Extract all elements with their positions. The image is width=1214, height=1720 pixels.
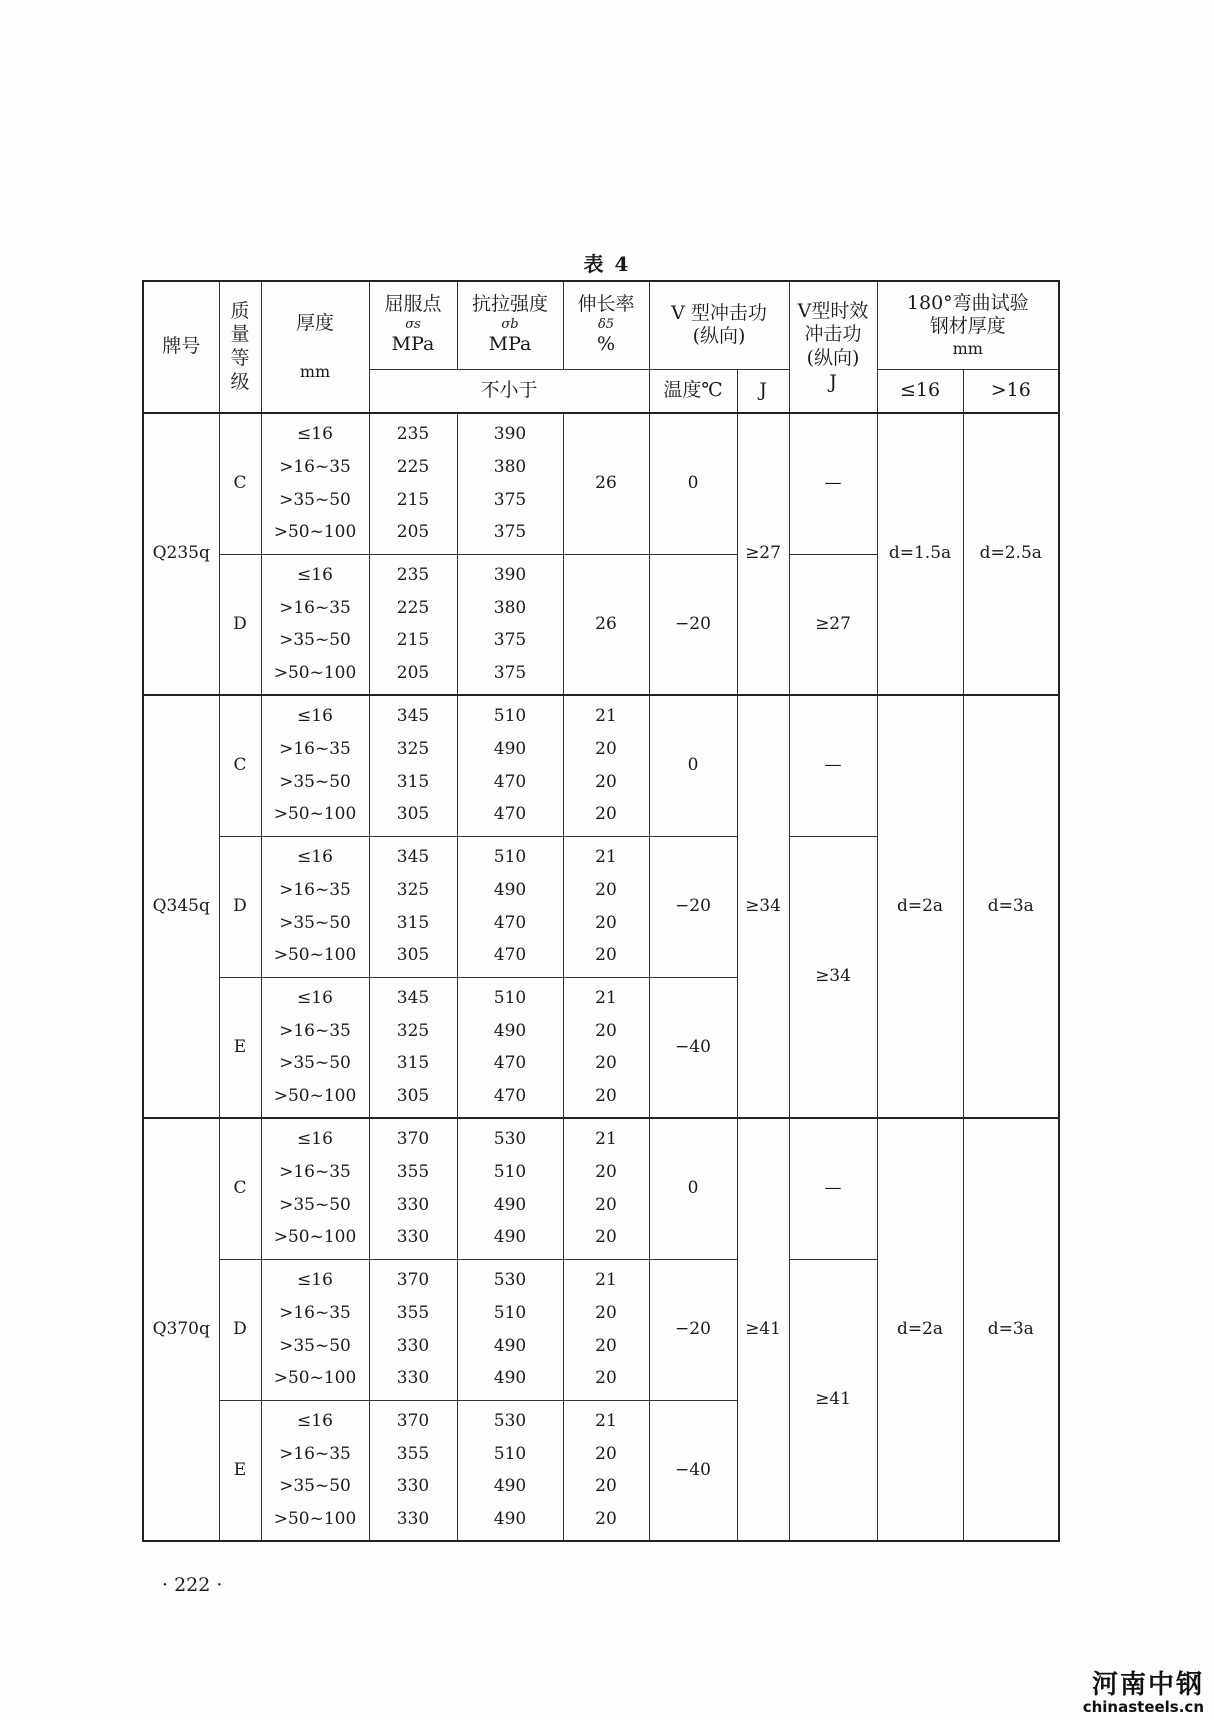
aging-cell: —	[789, 1118, 877, 1259]
header-temp: 温度℃	[649, 369, 737, 413]
tensile-cell: 530 510 490 490	[457, 1118, 563, 1259]
yield-cell: 370 355 330 330	[369, 1118, 457, 1259]
watermark-line2: chinasteels.cn	[1082, 1698, 1204, 1716]
elongation-cell: 21 20 20 20	[563, 1400, 649, 1541]
yield-cell: 370 355 330 330	[369, 1400, 457, 1541]
elongation-cell: 21 20 20 20	[563, 836, 649, 977]
bend-le16-cell: d=2a	[877, 695, 963, 1118]
tensile-cell: 530 510 490 490	[457, 1259, 563, 1400]
thickness-cell: ≤16 >16~35 >35~50 >50~100	[261, 1400, 369, 1541]
header-grade: 牌号	[143, 281, 219, 413]
thickness-cell: ≤16 >16~35 >35~50 >50~100	[261, 836, 369, 977]
header-bend-test: 180°弯曲试验 钢材厚度 mm	[877, 281, 1059, 369]
aging-cell: ≥27	[789, 554, 877, 695]
grade-cell: Q235q	[143, 413, 219, 695]
yield-cell: 235 225 215 205	[369, 554, 457, 695]
watermark-logo	[1083, 1672, 1204, 1716]
quality-cell: D	[219, 554, 261, 695]
temp-cell: −20	[649, 1259, 737, 1400]
yield-cell: 345 325 315 305	[369, 695, 457, 836]
temp-cell: 0	[649, 695, 737, 836]
quality-cell: C	[219, 413, 261, 554]
header-elongation: 伸长率 δ5 %	[563, 281, 649, 369]
thickness-cell: ≤16 >16~35 >35~50 >50~100	[261, 554, 369, 695]
header-tensile: 抗拉强度 σb MPa	[457, 281, 563, 369]
thickness-cell: ≤16 >16~35 >35~50 >50~100	[261, 1259, 369, 1400]
thickness-cell: ≤16 >16~35 >35~50 >50~100	[261, 977, 369, 1118]
bend-le16-cell: d=2a	[877, 1118, 963, 1541]
elongation-cell: 26	[563, 413, 649, 554]
temp-cell: 0	[649, 413, 737, 554]
bend-gt16-cell: d=3a	[963, 695, 1059, 1118]
elongation-cell: 21 20 20 20	[563, 977, 649, 1118]
bend-le16-cell: d=1.5a	[877, 413, 963, 695]
header-bend-gt16: >16	[963, 369, 1059, 413]
elongation-cell: 21 20 20 20	[563, 695, 649, 836]
aging-cell: ≥34	[789, 836, 877, 1118]
quality-cell: C	[219, 1118, 261, 1259]
page-number: · 222 ·	[162, 1574, 223, 1596]
header-yield: 屈服点 σs MPa	[369, 281, 457, 369]
quality-cell: D	[219, 1259, 261, 1400]
grade-cell: Q345q	[143, 695, 219, 1118]
elongation-cell: 21 20 20 20	[563, 1259, 649, 1400]
tensile-cell: 530 510 490 490	[457, 1400, 563, 1541]
elongation-cell: 21 20 20 20	[563, 1118, 649, 1259]
impact-j-cell: ≥27	[737, 413, 789, 695]
watermark-line1: 河南中钢	[1091, 1670, 1204, 1700]
quality-cell: E	[219, 1400, 261, 1541]
header-quality: 质 量 等 级	[219, 281, 261, 413]
aging-cell: ≥41	[789, 1259, 877, 1541]
temp-cell: −40	[649, 977, 737, 1118]
table-caption: 表 4	[583, 252, 631, 276]
yield-cell: 370 355 330 330	[369, 1259, 457, 1400]
tensile-cell: 510 490 470 470	[457, 695, 563, 836]
quality-cell: C	[219, 695, 261, 836]
grade-cell: Q370q	[143, 1118, 219, 1541]
header-aging-impact: V型时效 冲击功 (纵向) J	[789, 281, 877, 413]
aging-cell: —	[789, 413, 877, 554]
header-thickness: 厚度 mm	[261, 281, 369, 413]
elongation-cell: 26	[563, 554, 649, 695]
header-bend-le16: ≤16	[877, 369, 963, 413]
header-j: J	[737, 369, 789, 413]
thickness-cell: ≤16 >16~35 >35~50 >50~100	[261, 695, 369, 836]
impact-j-cell: ≥41	[737, 1118, 789, 1541]
quality-cell: D	[219, 836, 261, 977]
bend-gt16-cell: d=3a	[963, 1118, 1059, 1541]
tensile-cell: 390 380 375 375	[457, 554, 563, 695]
header-impact: V 型冲击功 (纵向)	[649, 281, 789, 369]
tensile-cell: 510 490 470 470	[457, 836, 563, 977]
tensile-cell: 510 490 470 470	[457, 977, 563, 1118]
impact-j-cell: ≥34	[737, 695, 789, 1118]
temp-cell: 0	[649, 1118, 737, 1259]
temp-cell: −20	[649, 554, 737, 695]
header-not-less: 不小于	[369, 369, 649, 413]
steel-properties-table	[142, 280, 1060, 1542]
temp-cell: −40	[649, 1400, 737, 1541]
bend-gt16-cell: d=2.5a	[963, 413, 1059, 695]
tensile-cell: 390 380 375 375	[457, 413, 563, 554]
thickness-cell: ≤16 >16~35 >35~50 >50~100	[261, 1118, 369, 1259]
thickness-cell: ≤16 >16~35 >35~50 >50~100	[261, 413, 369, 554]
yield-cell: 345 325 315 305	[369, 836, 457, 977]
yield-cell: 235 225 215 205	[369, 413, 457, 554]
yield-cell: 345 325 315 305	[369, 977, 457, 1118]
aging-cell: —	[789, 695, 877, 836]
temp-cell: −20	[649, 836, 737, 977]
quality-cell: E	[219, 977, 261, 1118]
